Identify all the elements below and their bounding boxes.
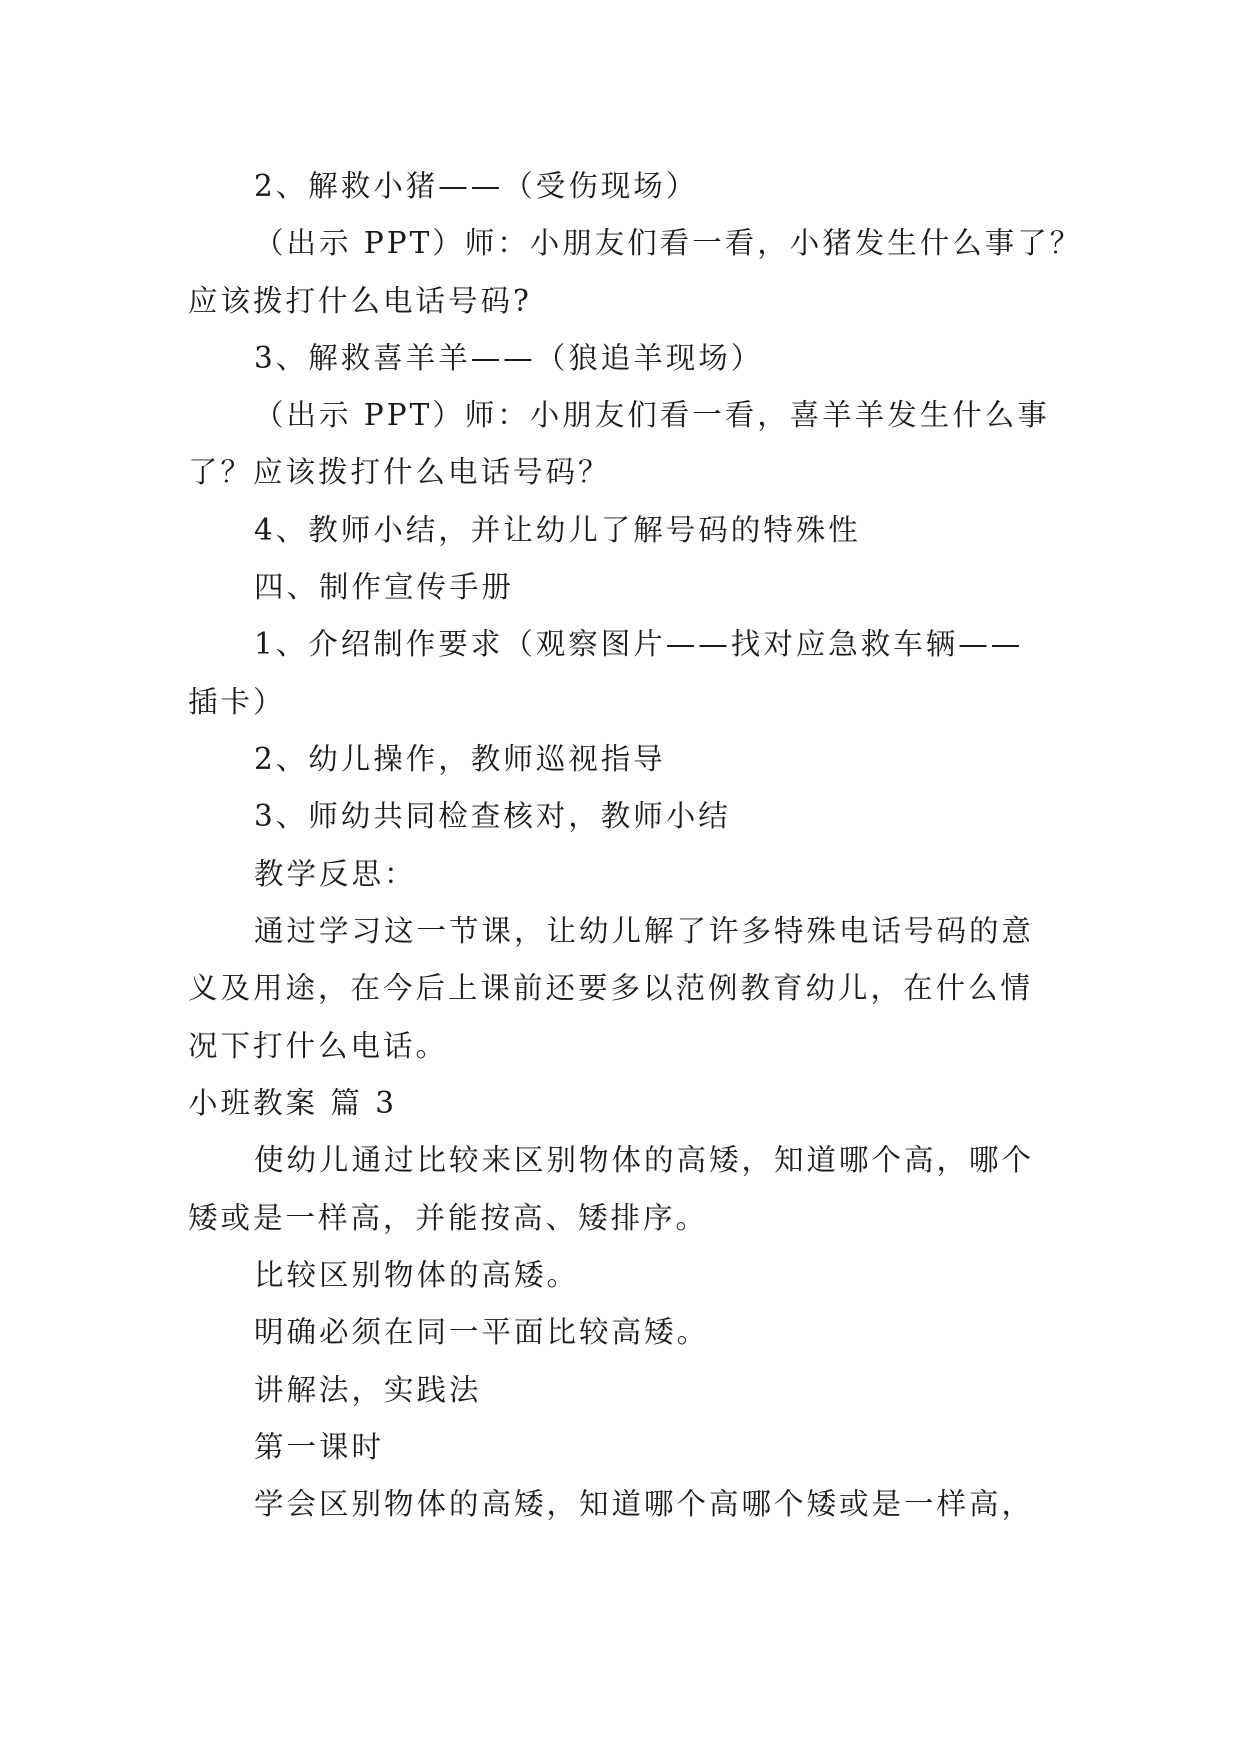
text-line: 义及用途，在今后上课前还要多以范例教育幼儿，在什么情 — [188, 971, 1034, 1005]
text-line: 四、制作宣传手册 — [254, 570, 515, 604]
text-line: 4、教师小结，并让幼儿了解号码的特殊性 — [254, 513, 861, 547]
text-line: 第一课时 — [254, 1430, 385, 1464]
text-line: 矮或是一样高，并能按高、矮排序。 — [188, 1201, 709, 1235]
text-line: 比较区别物体的高矮。 — [254, 1258, 580, 1292]
text-line: 讲解法，实践法 — [254, 1373, 482, 1407]
text-line: 明确必须在同一平面比较高矮。 — [254, 1315, 710, 1349]
text-line: 插卡） — [188, 685, 286, 719]
text-line: 2、解救小猪——（受伤现场） — [254, 169, 699, 203]
text-line: 1、介绍制作要求（观察图片——找对应急救车辆—— — [254, 627, 1024, 661]
text-line: 教学反思： — [254, 857, 417, 891]
text-line: 2、幼儿操作，教师巡视指导 — [254, 742, 666, 776]
section-heading: 小班教案 篇 3 — [188, 1086, 398, 1120]
text-line: 应该拨打什么电话号码? — [188, 284, 532, 318]
text-line: （出示 PPT）师：小朋友们看一看，小猪发生什么事了？ — [254, 226, 1083, 260]
text-line: 3、解救喜羊羊——（狼追羊现场） — [254, 341, 764, 375]
text-line: （出示 PPT）师：小朋友们看一看，喜羊羊发生什么事 — [254, 398, 1050, 432]
text-line: 学会区别物体的高矮，知道哪个高哪个矮或是一样高， — [254, 1487, 1035, 1521]
text-line: 使幼儿通过比较来区别物体的高矮，知道哪个高，哪个 — [254, 1143, 1035, 1177]
text-line: 3、师幼共同检查核对，教师小结 — [254, 799, 731, 833]
text-line: 况下打什么电话。 — [188, 1029, 449, 1063]
text-line: 了？应该拨打什么电话号码？ — [188, 455, 611, 489]
text-line: 通过学习这一节课，让幼儿解了许多特殊电话号码的意 — [254, 914, 1035, 948]
